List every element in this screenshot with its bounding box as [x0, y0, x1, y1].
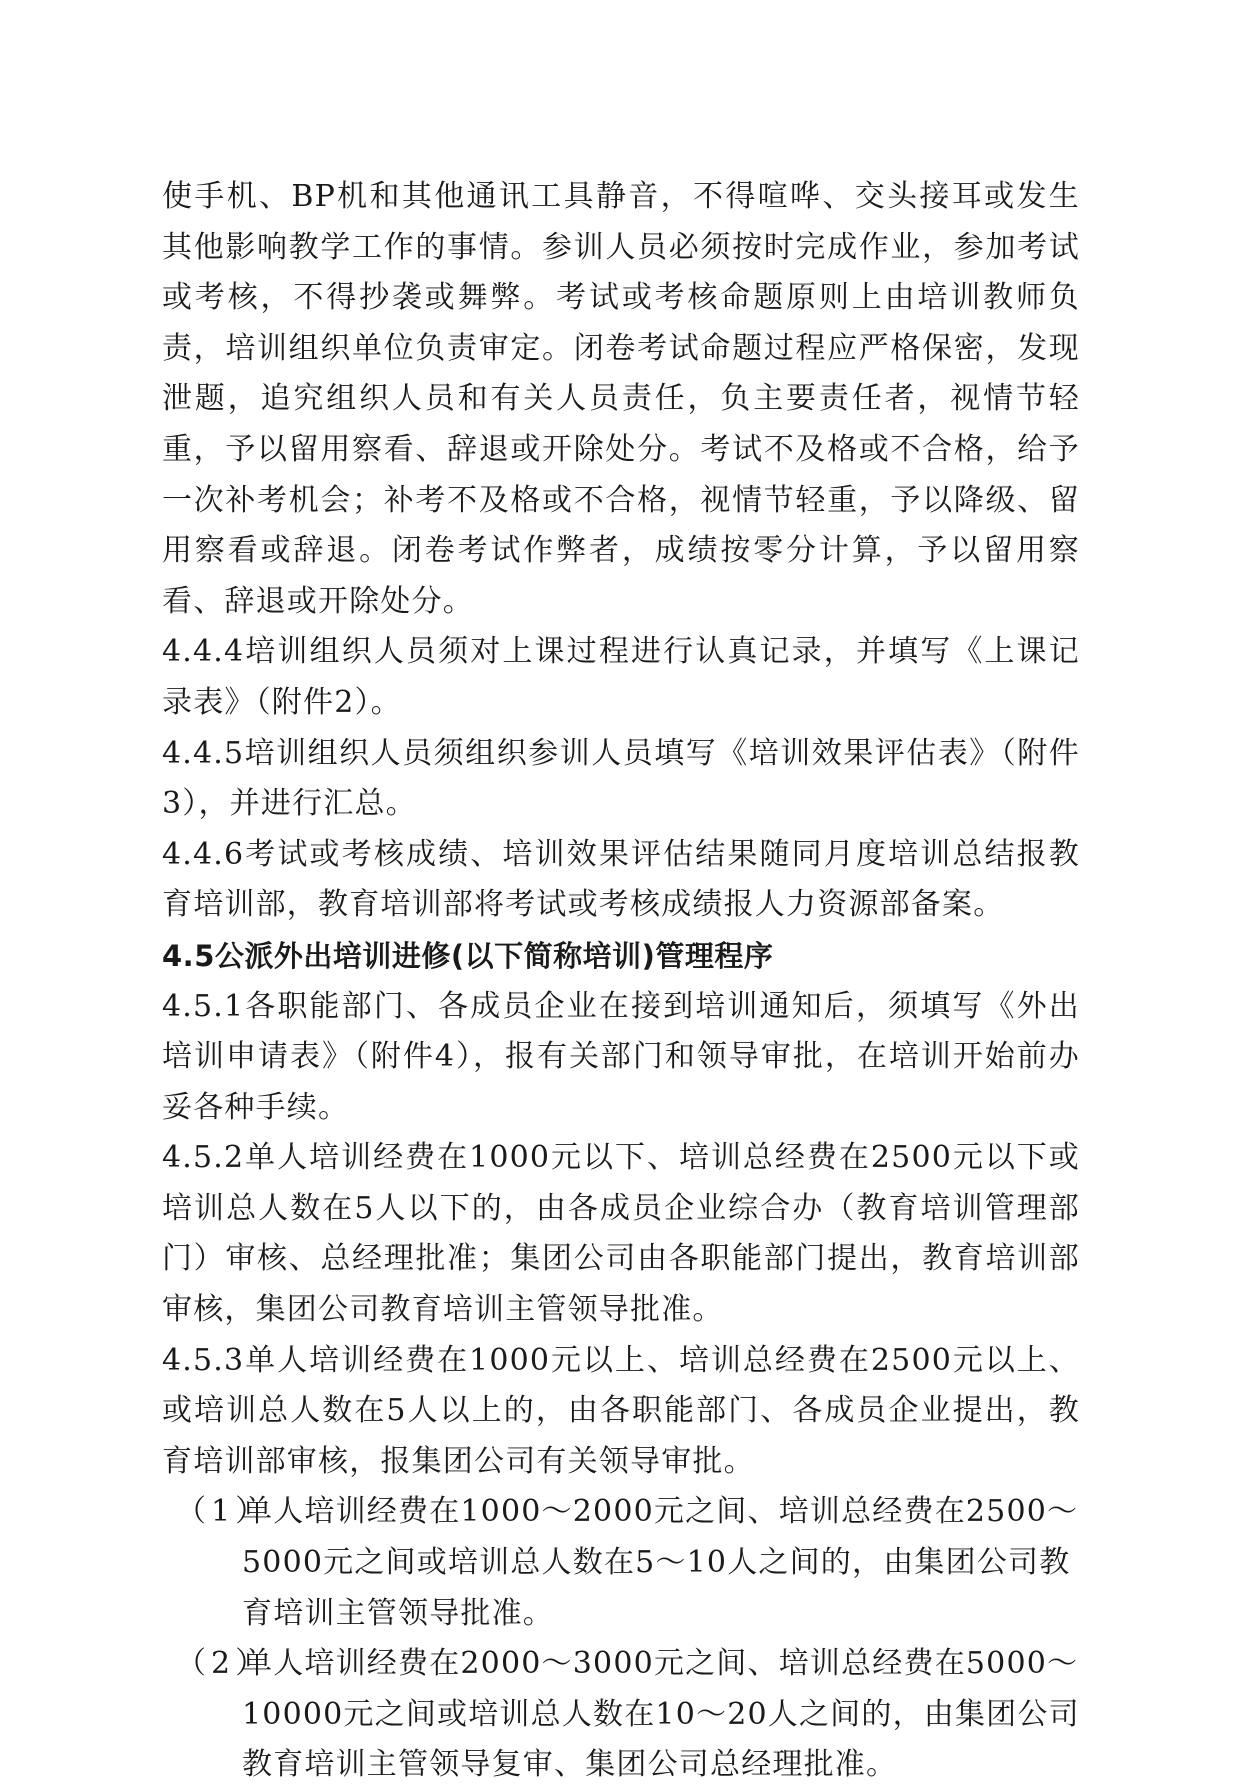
paragraph-exam-rules: 使手机、BP机和其他通讯工具静音，不得喧哗、交头接耳或发生其他影响教学工作的事情。参训人员必须按时完成作业，参加考试或考核，不得抄袭或舞弊。考试或考核命题原则上由培训教师负责，培训组织单位负责审定。闭卷考试命题过程应严格保密，发现泄题，追究组织人员和有关人员责任，负主要责任者，视情节轻重，予以留用察看、辞退或开除处分。考试不及格或不合格，给予一次补考机会；补考不及格或不合格，视情节轻重，予以降级、留用察看或辞退。闭卷考试作弊者，成绩按零分计算，予以留用察看、辞退或开除处分。 [162, 179, 1080, 619]
list-item-1 [162, 1487, 1080, 1639]
document-body [162, 172, 1080, 1791]
section-heading-4-5: 4.5公派外出培训进修(以下简称培训)管理程序 [162, 938, 774, 973]
paragraph-4-4-5: 4.4.5培训组织人员须组织参训人员填写《培训效果评估表》（附件3），并进行汇总。 [162, 735, 1080, 822]
paragraph-4-4-6: 4.4.6考试或考核成绩、培训效果评估结果随同月度培训总结报教育培训部，教育培训部将考试或考核成绩报人力资源部备案。 [162, 836, 1080, 923]
list-item-text: 单人培训经费在2000～3000元之间、培训总经费在5000～10000元之间或培训总人数在10～20人之间的，由集团公司教育培训主管领导复审、集团公司总经理批准。 [242, 1646, 1080, 1783]
list-item-text: 单人培训经费在1000～2000元之间、培训总经费在2500～5000元之间或培训总人数在5～10人之间的，由集团公司教育培训主管领导批准。 [242, 1494, 1079, 1631]
paragraph-4-4-4: 4.4.4培训组织人员须对上课过程进行认真记录，并填写《上课记录表》（附件2）。 [162, 634, 1080, 720]
paragraph-4-5-2: 4.5.2单人培训经费在1000元以下、培训总经费在2500元以下或培训总人数在5人以下的，由各成员企业综合办（教育培训管理部门）审核、总经理批准；集团公司由各职能部门提出，教育培训部审核，集团公司教育培训主管领导批准。 [162, 1140, 1080, 1328]
list-marker: （1） [176, 1494, 271, 1530]
list-item-2 [162, 1639, 1080, 1791]
paragraph-4-5-3: 4.5.3单人培训经费在1000元以上、培训总经费在2500元以上、或培训总人数在5人以上的，由各职能部门、各成员企业提出，教育培训部审核，报集团公司有关领导审批。 [162, 1342, 1080, 1479]
paragraph-4-5-1: 4.5.1各职能部门、各成员企业在接到培训通知后，须填写《外出培训申请表》（附件4），报有关部门和领导审批，在培训开始前办妥各种手续。 [162, 988, 1080, 1125]
list-marker: （2） [176, 1646, 271, 1682]
